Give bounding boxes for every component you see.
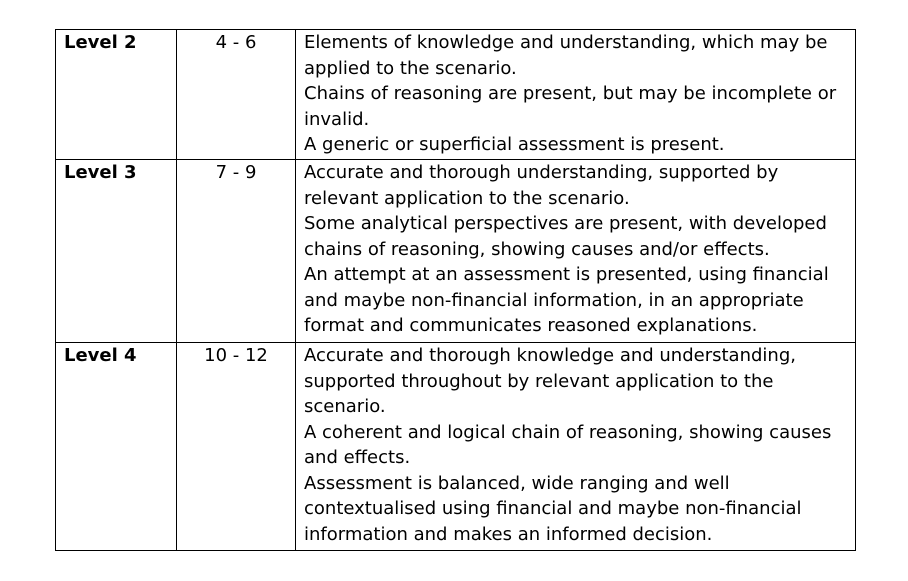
descriptor-line: contextualised using financial and maybe non-financial bbox=[304, 498, 802, 519]
table-row-level-4 bbox=[56, 343, 856, 551]
descriptor-line: format and communicates reasoned explanations. bbox=[304, 315, 758, 336]
descriptor-line: An attempt at an assessment is presented, using financial bbox=[304, 264, 829, 285]
descriptor-line: supported throughout by relevant application to the bbox=[304, 370, 774, 392]
descriptor-line: Elements of knowledge and understanding, which may be bbox=[304, 32, 828, 53]
descriptor-line: Accurate and thorough knowledge and understanding, bbox=[304, 345, 796, 366]
level-label: Level 2 bbox=[56, 30, 177, 160]
descriptor-line: applied to the scenario. bbox=[304, 57, 517, 79]
level-descriptor bbox=[296, 160, 856, 343]
descriptor-line: scenario. bbox=[304, 396, 386, 417]
mark-range: 10 - 12 bbox=[177, 343, 296, 551]
table-row-level-2 bbox=[56, 30, 856, 160]
level-label: Level 3 bbox=[56, 160, 177, 343]
descriptor-line: Some analytical perspectives are present, with developed bbox=[304, 213, 827, 234]
table-row-level-3 bbox=[56, 160, 856, 343]
descriptor-line: information and makes an informed decision. bbox=[304, 523, 713, 545]
descriptor-line: relevant application to the scenario. bbox=[304, 187, 630, 209]
descriptor-line: Accurate and thorough understanding, supported by bbox=[304, 162, 779, 183]
mark-scheme-table bbox=[55, 29, 856, 551]
descriptor-line: and effects. bbox=[304, 447, 411, 468]
descriptor-line: Chains of reasoning are present, but may be incomplete or bbox=[304, 83, 837, 104]
level-descriptor bbox=[296, 343, 856, 551]
level-descriptor bbox=[296, 30, 856, 160]
level-label: Level 4 bbox=[56, 343, 177, 551]
descriptor-line: A generic or superficial assessment is present. bbox=[304, 134, 725, 155]
mark-range: 7 - 9 bbox=[177, 160, 296, 343]
descriptor-line: and maybe non-financial information, in an appropriate bbox=[304, 289, 804, 311]
descriptor-line: A coherent and logical chain of reasoning, showing causes bbox=[304, 421, 832, 443]
descriptor-line: invalid. bbox=[304, 108, 370, 130]
descriptor-line: chains of reasoning, showing causes and/or effects. bbox=[304, 238, 770, 260]
descriptor-line: Assessment is balanced, wide ranging and well bbox=[304, 472, 730, 494]
mark-range: 4 - 6 bbox=[177, 30, 296, 160]
